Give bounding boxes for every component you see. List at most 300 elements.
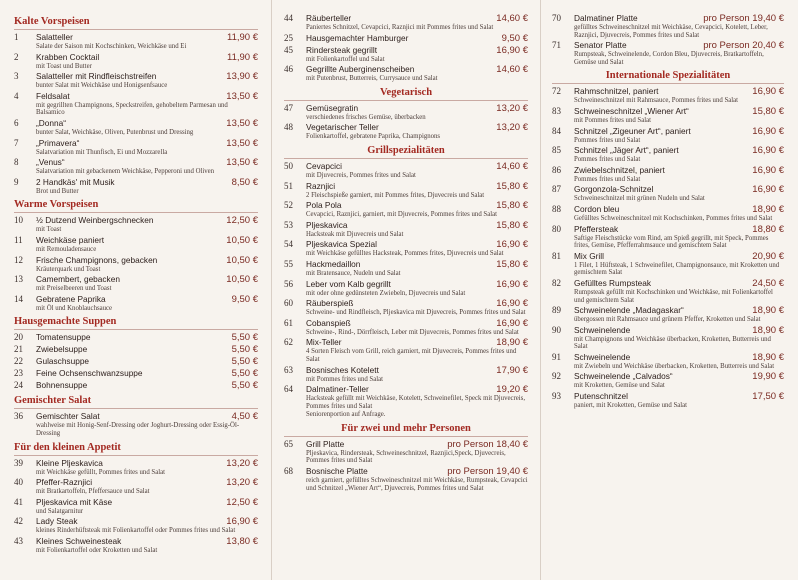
item-description: reich garniert, gefülltes Schweineschnitzel mit Weichkäse, Rumpsteak, Cevapcici und Schnitzel „Wiener Art“, Djuvecreis, Pommes frites und Salat (306, 477, 528, 492)
item-price: 13,20 € (496, 122, 528, 134)
item-body (36, 332, 258, 343)
item-description: Rumpsteak gefüllt mit Kochschinken und Weichkäse, mit Folienkartoffel und gemischtem Salat (574, 288, 773, 304)
item-row (574, 204, 784, 215)
item-price: 20,90 € (752, 250, 784, 262)
item-price: 16,90 € (496, 239, 528, 251)
menu-item (552, 224, 784, 250)
menu-item (14, 71, 258, 90)
item-description: mit Bratkartoffeln, Pfeffersauce und Salat (36, 488, 150, 496)
item-number: 6 (14, 117, 19, 128)
menu-item (552, 106, 784, 125)
item-row (36, 294, 258, 305)
item-description: mit Bratensauce, Nudeln und Salat (306, 269, 401, 277)
item-price: 18,90 € (752, 305, 784, 317)
item-description: mit Öl und Knoblauchsauce (36, 304, 113, 312)
item-name: Rahmschnitzel, paniert (574, 86, 659, 97)
item-name: ½ Dutzend Weinbergschnecken (36, 215, 154, 226)
item-price: 5,50 € (231, 344, 258, 356)
item-name: Salatteller (36, 32, 73, 42)
item-number: 56 (284, 278, 293, 289)
menu-item (14, 138, 258, 157)
menu-item (284, 181, 528, 200)
item-description: Salatvariation mit Thunfisch, Ei und Mozzarella (36, 148, 168, 156)
item-body (574, 278, 784, 304)
section-title: Gemischter Salat (14, 395, 258, 409)
item-name: 2 Handkäs' mit Musik (36, 176, 115, 187)
item-price: 17,50 € (752, 391, 784, 403)
item-number: 40 (14, 477, 23, 488)
item-row (306, 45, 528, 56)
item-price: 13,50 € (226, 157, 258, 169)
item-name: Raznjici (306, 180, 336, 191)
item-body (574, 224, 784, 250)
item-number: 24 (14, 380, 23, 391)
item-number: 2 (14, 51, 19, 62)
item-description: Schweine-, Rind-, Dörrfleisch, Leber mit Djuvecreis, Pommes frites und Salat (306, 328, 519, 336)
item-number: 60 (284, 298, 293, 309)
item-name: Schweinelende (574, 324, 631, 335)
menu-section (284, 145, 528, 419)
item-price: 18,90 € (752, 324, 784, 336)
menu-section (14, 442, 258, 555)
item-row (306, 279, 528, 290)
item-description: mit Preiselbeeren und Toast (36, 285, 112, 293)
item-number: 62 (284, 337, 293, 348)
item-price: 19,20 € (496, 384, 528, 396)
item-row (36, 536, 258, 547)
item-name: Schweinelende „Calvados“ (574, 371, 673, 382)
item-price: 24,50 € (752, 277, 784, 289)
item-number: 84 (552, 125, 561, 136)
section-title: Kalte Vorspeisen (14, 16, 258, 30)
item-body (36, 516, 258, 535)
item-row (306, 64, 528, 75)
item-row (306, 439, 528, 450)
item-number: 86 (552, 164, 561, 175)
item-row (306, 181, 528, 192)
item-number: 55 (284, 258, 293, 269)
item-body (574, 204, 784, 223)
item-number: 22 (14, 356, 23, 367)
item-row (306, 13, 528, 24)
item-name: Kleine Pljeskavica (36, 457, 103, 468)
item-description: Schweineschnitzel mit Rahmsauce, Pommes frites und Salat (574, 97, 739, 105)
item-description: Paniertes Schnitzel, Cevapcici, Raznjici mit Pommes frites und Salat (306, 24, 494, 31)
item-price: 18,90 € (496, 337, 528, 349)
item-name: Senator Platte (574, 40, 627, 51)
item-description: mit Kroketten, Gemüse und Salat (574, 382, 665, 390)
item-description: Schweine- und Rindfleisch, Pljeskavica mit Djuvecreis, Pommes frites und Salat (306, 309, 526, 317)
item-number: 71 (552, 40, 561, 51)
item-body (574, 251, 784, 277)
item-name: Schnitzel „Jäger Art“, paniert (574, 145, 679, 156)
item-body (36, 344, 258, 355)
item-price: 16,90 € (496, 298, 528, 310)
item-description: 1 Filet, 1 Hüftsteak, 1 Schweinefilet, Champignonsauce, mit Kroketten und gemischtem Salat (574, 261, 780, 277)
item-number: 72 (552, 86, 561, 97)
item-description: mit Pommes frites und Salat (306, 375, 384, 383)
item-row (36, 177, 258, 188)
menu-section (552, 13, 784, 66)
item-body (306, 13, 528, 32)
menu-item (14, 497, 258, 516)
item-description: mit Zwiebeln und Weichkäse überbacken, Kroketten, Butterreis und Salat (574, 362, 775, 370)
item-body (574, 145, 784, 164)
item-name: Gemüsegratin (306, 102, 359, 113)
menu-item (14, 332, 258, 343)
item-description: Salate der Saison mit Kochschinken, Weichkäse und Ei (36, 43, 187, 50)
item-body (574, 86, 784, 105)
item-description: mit Folienkartoffel oder Kroketten und Salat (36, 546, 158, 554)
item-row (306, 239, 528, 250)
menu-item (284, 45, 528, 64)
item-number: 36 (14, 411, 23, 422)
item-price: pro Person 19,40 € (447, 466, 528, 478)
section-title: Für zwei und mehr Personen (284, 423, 528, 437)
item-name: Salatteller mit Rindfleischstreifen (36, 71, 157, 82)
item-name: Krabben Cocktail (36, 51, 100, 62)
item-row (574, 13, 784, 24)
item-name: Vegetarischer Teller (306, 122, 379, 133)
item-number: 7 (14, 137, 19, 148)
menu-item (552, 86, 784, 105)
item-price: 13,50 € (226, 117, 258, 129)
item-price: 18,80 € (752, 223, 784, 235)
menu-item (14, 458, 258, 477)
menu-item (14, 274, 258, 293)
item-name: Putenschnitzel (574, 391, 628, 402)
item-body (306, 103, 528, 122)
item-row (574, 371, 784, 382)
menu-item (552, 371, 784, 390)
item-name: Weichkäse paniert (36, 234, 105, 245)
item-price: pro Person 18,40 € (447, 438, 528, 450)
item-body (36, 215, 258, 234)
item-row (306, 259, 528, 270)
item-body (36, 368, 258, 379)
item-name: Räuberspieß (306, 298, 354, 309)
item-row (306, 365, 528, 376)
item-body (306, 337, 528, 363)
item-price: 5,50 € (231, 356, 258, 368)
item-row (306, 466, 528, 477)
item-body (36, 32, 258, 51)
menu-item (284, 439, 528, 465)
item-row (574, 184, 784, 195)
menu-item (14, 516, 258, 535)
item-name: Frische Champignons, gebacken (36, 254, 158, 265)
item-price: 16,90 € (752, 184, 784, 196)
item-body (306, 318, 528, 337)
item-description: Folienkartoffel, gebratene Paprika, Champignons (306, 133, 441, 141)
item-price: 16,90 € (752, 125, 784, 137)
item-row (36, 477, 258, 488)
item-body (574, 184, 784, 203)
item-number: 51 (284, 180, 293, 191)
item-description: mit Toast (36, 226, 62, 234)
item-row (306, 384, 528, 395)
item-name: Grill Platte (306, 438, 345, 449)
item-row (574, 40, 784, 51)
menu-item (284, 318, 528, 337)
item-row (36, 52, 258, 63)
item-row (36, 356, 258, 367)
menu-item (14, 536, 258, 555)
item-price: 14,60 € (496, 160, 528, 172)
item-price: 8,50 € (231, 176, 258, 188)
menu-item (14, 91, 258, 117)
item-body (306, 365, 528, 384)
menu-item (284, 103, 528, 122)
item-price: 18,90 € (752, 351, 784, 363)
item-number: 65 (284, 438, 293, 449)
item-row (36, 516, 258, 527)
item-name: Gegrillte Auberginenscheiben (306, 64, 415, 75)
item-row (574, 391, 784, 402)
menu-section (552, 70, 784, 409)
menu-item (14, 344, 258, 355)
item-name: Pljeskavica Spezial (306, 239, 378, 250)
item-number: 14 (14, 293, 23, 304)
menu-item (284, 200, 528, 219)
item-name: Tomatensuppe (36, 332, 91, 343)
item-description: Salatvariation mit gebackenem Weichkäse, Pepperoni und Oliven (36, 168, 215, 176)
menu-item (552, 145, 784, 164)
section-title: Grillspezialitäten (284, 145, 528, 159)
menu-item (284, 279, 528, 298)
item-body (306, 279, 528, 298)
item-name: Rindersteak gegrillt (306, 44, 378, 55)
item-name: Cobanspieß (306, 317, 351, 328)
item-number: 90 (552, 324, 561, 335)
item-price: 13,50 € (226, 137, 258, 149)
item-number: 44 (284, 13, 293, 23)
item-row (36, 32, 258, 43)
item-number: 64 (284, 384, 293, 395)
item-name: „Donna“ (36, 117, 66, 128)
item-number: 13 (14, 274, 23, 285)
menu-item (552, 391, 784, 410)
menu-item (14, 368, 258, 379)
item-description: gefülltes Schweineschnitzel mit Weichkäse, Cevapcici, Kotelett, Leber, Raznjici, Djuvecreis, Pommes frites und Salat (574, 24, 768, 39)
item-price: 14,60 € (496, 64, 528, 76)
item-price: 16,90 € (752, 86, 784, 98)
item-description: Pommes frites und Salat (574, 136, 641, 144)
item-row (574, 251, 784, 262)
item-number: 1 (14, 32, 19, 42)
item-row (574, 352, 784, 363)
item-name: Pfeffer-Raznjici (36, 477, 93, 488)
item-number: 43 (14, 535, 23, 546)
item-name: Lady Steak (36, 516, 78, 527)
item-body (574, 352, 784, 371)
item-description: Schweineschnitzel mit grünen Nudeln und Salat (574, 195, 705, 203)
item-price: 13,20 € (496, 102, 528, 114)
item-body (306, 411, 528, 419)
menu-section (284, 87, 528, 141)
item-body (36, 458, 258, 477)
item-name: Mix-Teller (306, 337, 342, 348)
item-name: Feine Ochsenschwanzsuppe (36, 368, 143, 379)
item-row (36, 71, 258, 82)
item-price: 16,90 € (752, 145, 784, 157)
item-name: Gefülltes Rumpsteak (574, 277, 652, 288)
menu-item (14, 294, 258, 313)
item-body (574, 371, 784, 390)
column-divider (271, 0, 272, 580)
item-number: 54 (284, 239, 293, 250)
item-description: mit Toast und Butter (36, 62, 92, 70)
item-name: Gemischter Salat (36, 411, 100, 422)
item-price: 16,90 € (752, 164, 784, 176)
item-description: übergossen mit Rahmsauce und grünem Pfeffer, Kroketten und Salat (574, 316, 761, 324)
item-body (306, 161, 528, 180)
item-description: verschiedenes frisches Gemüse, überbacken (306, 113, 426, 121)
item-description: Brot und Butter (36, 187, 79, 195)
item-name: Dalmatiner-Teller (306, 384, 369, 395)
menu-item (284, 64, 528, 83)
item-description: mit Putenbrust, Butterreis, Currysauce und Salat (306, 75, 438, 83)
item-description: paniert, mit Kroketten, Gemüse und Salat (574, 402, 688, 410)
menu-item (284, 33, 528, 44)
item-row (36, 411, 258, 422)
item-body (306, 298, 528, 317)
menu-section (14, 316, 258, 391)
menu-section (14, 199, 258, 312)
item-row (574, 126, 784, 137)
section-title: Für den kleinen Appetit (14, 442, 258, 456)
item-body (36, 294, 258, 313)
menu-item (14, 215, 258, 234)
item-description: Rumpsteak, Schweinelende, Cordon Bleu, Djuvecreis, Bratkartoffeln, Gemüse und Salat (574, 51, 764, 66)
item-description: und Salatgarnitur (36, 507, 84, 515)
item-price: 5,50 € (231, 332, 258, 344)
item-row (306, 200, 528, 211)
section-title: Internationale Spezialitäten (552, 70, 784, 84)
menu-section (284, 13, 528, 83)
item-name: Leber vom Kalb gegrillt (306, 278, 391, 289)
item-row (574, 145, 784, 156)
item-body (306, 259, 528, 278)
item-body (36, 274, 258, 293)
item-price: 5,50 € (231, 368, 258, 380)
item-body (36, 71, 258, 90)
menu-item (552, 165, 784, 184)
item-name: Mix Grill (574, 250, 604, 261)
item-body (306, 239, 528, 258)
item-body (36, 380, 258, 391)
item-description: Seniorenportion auf Anfrage. (306, 411, 386, 419)
item-body (36, 138, 258, 157)
item-description: Hacksteak mit Djuvecreis und Salat (306, 230, 404, 238)
item-name: Schnitzel „Zigeuner Art“, paniert (574, 125, 691, 136)
item-price: 17,90 € (496, 364, 528, 376)
menu-column-2 (278, 12, 534, 568)
item-body (306, 122, 528, 141)
menu-item (284, 384, 528, 410)
item-price: 15,80 € (496, 180, 528, 192)
item-number: 87 (552, 184, 561, 195)
item-name: Gorgonzola-Schnitzel (574, 184, 654, 195)
item-row (306, 220, 528, 231)
item-number: 45 (284, 44, 293, 55)
item-name: Dalmatiner Platte (574, 13, 638, 23)
item-name: Pljeskavica mit Käse (36, 496, 113, 507)
menu-section (14, 16, 258, 195)
item-number: 93 (552, 391, 561, 402)
item-row (36, 344, 258, 355)
item-name: Bohnensuppe (36, 380, 88, 391)
item-price: 10,50 € (226, 254, 258, 266)
item-description: Pommes frites und Salat (574, 156, 641, 164)
item-number: 53 (284, 219, 293, 230)
menu-item (284, 466, 528, 492)
item-description: kleines Rinderhüftsteak mit Folienkartoffel oder Pommes frites und Salat (36, 527, 236, 535)
item-number: 81 (552, 250, 561, 261)
item-number: 89 (552, 305, 561, 316)
item-price: 5,50 € (231, 380, 258, 392)
item-row (36, 255, 258, 266)
item-description: bunter Salat, Weichkäse, Oliven, Putenbrust und Dressing (36, 128, 194, 136)
menu-item (14, 157, 258, 176)
item-body (306, 220, 528, 239)
item-row (574, 86, 784, 97)
item-name: Camembert, gebacken (36, 274, 120, 285)
item-name: „Primavera“ (36, 137, 80, 148)
item-body (574, 106, 784, 125)
item-body (36, 477, 258, 496)
item-price: 16,90 € (496, 317, 528, 329)
item-number: 10 (14, 215, 23, 226)
item-number: 42 (14, 516, 23, 527)
item-description: mit Remouladensauce (36, 245, 97, 253)
item-name: Feldsalat (36, 90, 70, 101)
item-price: 19,90 € (752, 371, 784, 383)
section-title: Vegetarisch (284, 87, 528, 101)
item-name: Räuberteller (306, 13, 352, 23)
item-number: 50 (284, 160, 293, 171)
item-description: 4 Sorten Fleisch vom Grill, reich garniert, mit Djuvecreis, Pommes frites und Salat (306, 348, 517, 363)
menu-item (552, 13, 784, 39)
item-price: 12,50 € (226, 215, 258, 227)
menu-item (552, 204, 784, 223)
item-price: 10,50 € (226, 274, 258, 286)
menu-item (552, 251, 784, 277)
item-row (574, 325, 784, 336)
item-body (574, 126, 784, 145)
item-price: 13,20 € (226, 477, 258, 489)
item-row (306, 298, 528, 309)
menu-column-3 (546, 12, 790, 568)
item-name: Zwiebelschnitzel, paniert (574, 164, 665, 175)
menu-item (284, 13, 528, 32)
menu-item (14, 255, 258, 274)
item-description: mit Folienkartoffel und Salat (306, 55, 385, 63)
item-price: 15,80 € (496, 258, 528, 270)
item-row (36, 368, 258, 379)
item-row (36, 458, 258, 469)
item-body (306, 33, 528, 44)
item-name: Bosnisches Kotelett (306, 364, 379, 375)
item-body (574, 165, 784, 184)
item-description: Cevapcici, Raznjici, garniert, mit Djuvecreis, Pommes frites und Salat (306, 211, 498, 219)
item-description: Pljeskavica, Rindersteak, Schweineschnitzel, Raznjici,Speck, Djuvecreis, Pommes frites und Salat (306, 449, 506, 465)
item-price: 16,90 € (226, 516, 258, 528)
item-name: Cevapcici (306, 160, 342, 171)
item-row (574, 106, 784, 117)
item-body (36, 255, 258, 274)
menu-item (14, 118, 258, 137)
